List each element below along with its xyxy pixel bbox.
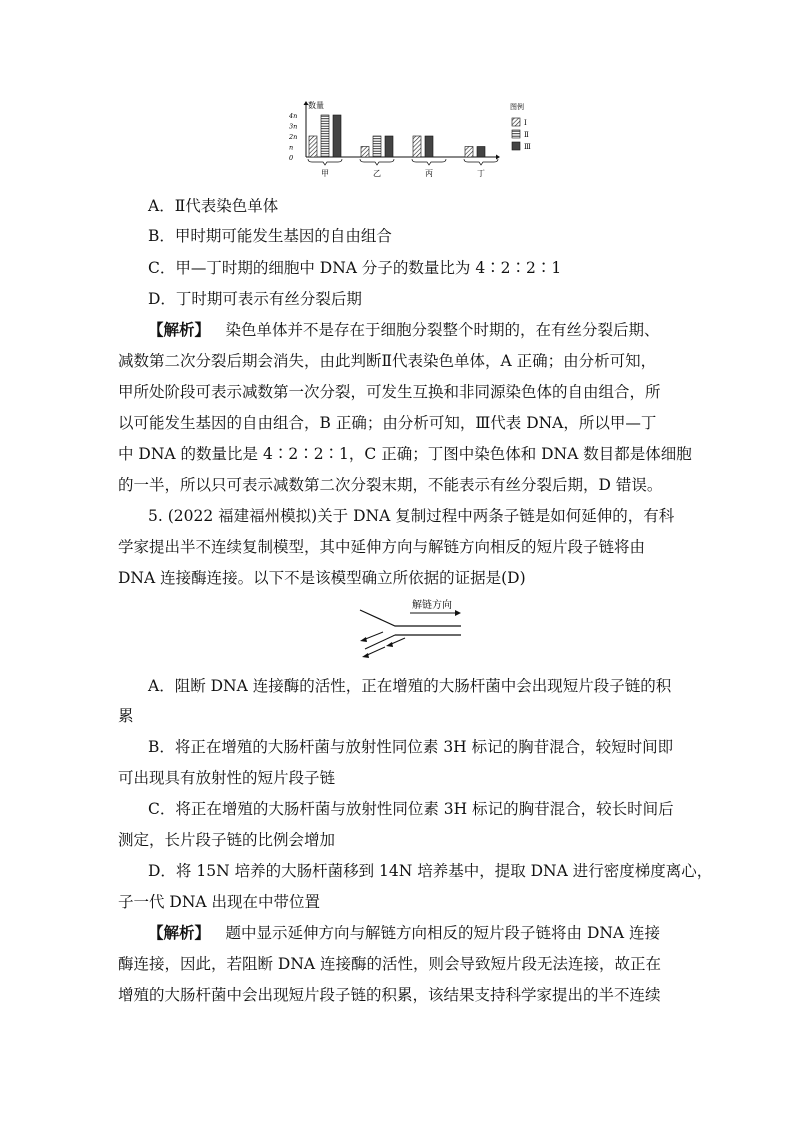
q4-option-b: B．甲时期可能发生基因的自由组合 — [148, 227, 392, 245]
bar-甲-Ⅲ — [333, 115, 341, 157]
bar-丙-Ⅲ — [425, 136, 433, 157]
q5-stem-line-2: 学家提出半不连续复制模型，其中延伸方向与解链方向相反的短片段子链将由 — [118, 538, 646, 556]
y-axis-title: 数量 — [308, 101, 324, 110]
y-tick-label: n — [289, 143, 294, 152]
q5-option-a-line-1: A．阻断 DNA 连接酶的活性，正在增殖的大肠杆菌中会出现短片段子链的积 — [148, 677, 672, 695]
category-brace — [464, 159, 498, 165]
bar-丁-Ⅰ — [465, 147, 473, 158]
legend-label-Ⅰ: Ⅰ — [524, 119, 527, 127]
x-axis-arrow — [496, 155, 500, 160]
q4-option-d: D．丁时期可表示有丝分裂后期 — [148, 290, 362, 308]
q5-analysis-line-2: 酶连接，因此，若阻断 DNA 连接酶的活性，则会导致短片段无法连接，故正在 — [118, 955, 662, 973]
q4-analysis-line-4: 以可能发生基因的自由组合，B 正确；由分析可知，Ⅲ代表 DNA，所以甲—丁 — [118, 414, 657, 432]
q5-option-c-line-1: C．将正在增殖的大肠杆菌与放射性同位素 3H 标记的胸苷混合，较长时间后 — [148, 800, 674, 818]
category-label-丁: 丁 — [477, 169, 485, 178]
legend-swatch-Ⅱ — [512, 130, 520, 138]
category-brace — [308, 159, 342, 165]
unwinding-direction-label: 解链方向 — [412, 600, 452, 611]
category-label-丙: 丙 — [425, 169, 433, 178]
bar-乙-Ⅲ — [385, 136, 393, 157]
q5-option-b-line-1: B．将正在增殖的大肠杆菌与放射性同位素 3H 标记的胸苷混合，较短时间即 — [148, 738, 674, 756]
bar-丙-Ⅰ — [413, 136, 421, 157]
daughter-arrowhead-lower — [362, 653, 369, 658]
q4-analysis-line-1 — [148, 320, 708, 340]
analysis-text: 题中显示延伸方向与解链方向相反的短片段子链将由 DNA 连接 — [225, 924, 661, 942]
analysis-tag: 【解析】 — [148, 923, 211, 942]
q5-option-b-line-2: 可出现具有放射性的短片段子链 — [118, 769, 336, 787]
q5-option-c-line-2: 测定，长片段子链的比例会增加 — [118, 831, 336, 849]
daughter-arrowhead-short — [386, 642, 393, 647]
legend-label-Ⅲ: Ⅲ — [524, 143, 531, 151]
direction-arrowhead — [455, 610, 461, 616]
q5-analysis-line-3: 增殖的大肠杆菌中会出现短片段子链的积累，该结果支持科学家提出的半不连续 — [118, 986, 661, 1004]
analysis-text: 染色单体并不是存在于细胞分裂整个时期的，在有丝分裂后期、 — [225, 321, 660, 339]
category-label-甲: 甲 — [321, 169, 329, 178]
legend-swatch-Ⅰ — [512, 118, 520, 126]
bar-乙-Ⅱ — [373, 136, 381, 157]
y-tick-label: 2n — [289, 133, 298, 141]
legend-title: 图例 — [510, 103, 524, 111]
replication-fork-diagram — [355, 597, 470, 665]
bar-甲-Ⅱ — [321, 115, 329, 157]
q5-stem-line-3: DNA 连接酶连接。以下不是该模型确立所依据的证据是(D) — [118, 569, 526, 587]
bar-甲-Ⅰ — [309, 136, 317, 157]
q5-option-d-line-1: D．将 15N 培养的大肠杆菌移到 14N 培养基中，提取 DNA 进行密度梯度离心， — [148, 862, 713, 880]
q4-analysis-line-5: 中 DNA 的数量比是 4∶2∶2∶1，C 正确；丁图中染色体和 DNA 数目都是体细胞 — [118, 445, 692, 463]
q5-stem-line-1: 5. (2022 福建福州模拟)关于 DNA 复制过程中两条子链是如何延伸的，有科 — [148, 507, 675, 525]
q4-option-a: A．Ⅱ代表染色单体 — [148, 197, 279, 215]
q5-option-a-line-2: 累 — [118, 707, 134, 725]
legend-swatch-Ⅲ — [512, 142, 520, 150]
category-brace — [360, 159, 394, 165]
category-label-乙: 乙 — [373, 169, 381, 178]
category-brace — [412, 159, 446, 165]
q4-option-c: C．甲—丁时期的细胞中 DNA 分子的数量比为 4∶2∶2∶1 — [148, 259, 562, 277]
y-tick-label: 3n — [289, 122, 298, 131]
daughter-arrowhead-upper — [360, 637, 367, 642]
y-tick-label: 0 — [289, 154, 294, 162]
q5-analysis-line-1 — [148, 923, 708, 943]
bar-chart — [286, 100, 536, 182]
parent-strand-top — [360, 610, 461, 626]
q5-option-d-line-2: 子一代 DNA 出现在中带位置 — [118, 893, 321, 911]
q4-analysis-line-6: 的一半，所以只可表示减数第二次分裂末期，不能表示有丝分裂后期，D 错误。 — [118, 476, 663, 494]
bar-丁-Ⅲ — [477, 147, 485, 158]
analysis-tag: 【解析】 — [148, 320, 211, 339]
q4-analysis-line-3: 甲所处阶段可表示减数第一次分裂，可发生互换和非同源染色体的自由组合，所 — [118, 383, 661, 401]
y-tick-label: 4n — [289, 112, 298, 120]
bar-乙-Ⅰ — [361, 147, 369, 158]
q4-analysis-line-2: 减数第二次分裂后期会消失，由此判断Ⅱ代表染色单体，A 正确；由分析可知， — [118, 352, 657, 370]
legend-label-Ⅱ: Ⅱ — [524, 131, 529, 139]
